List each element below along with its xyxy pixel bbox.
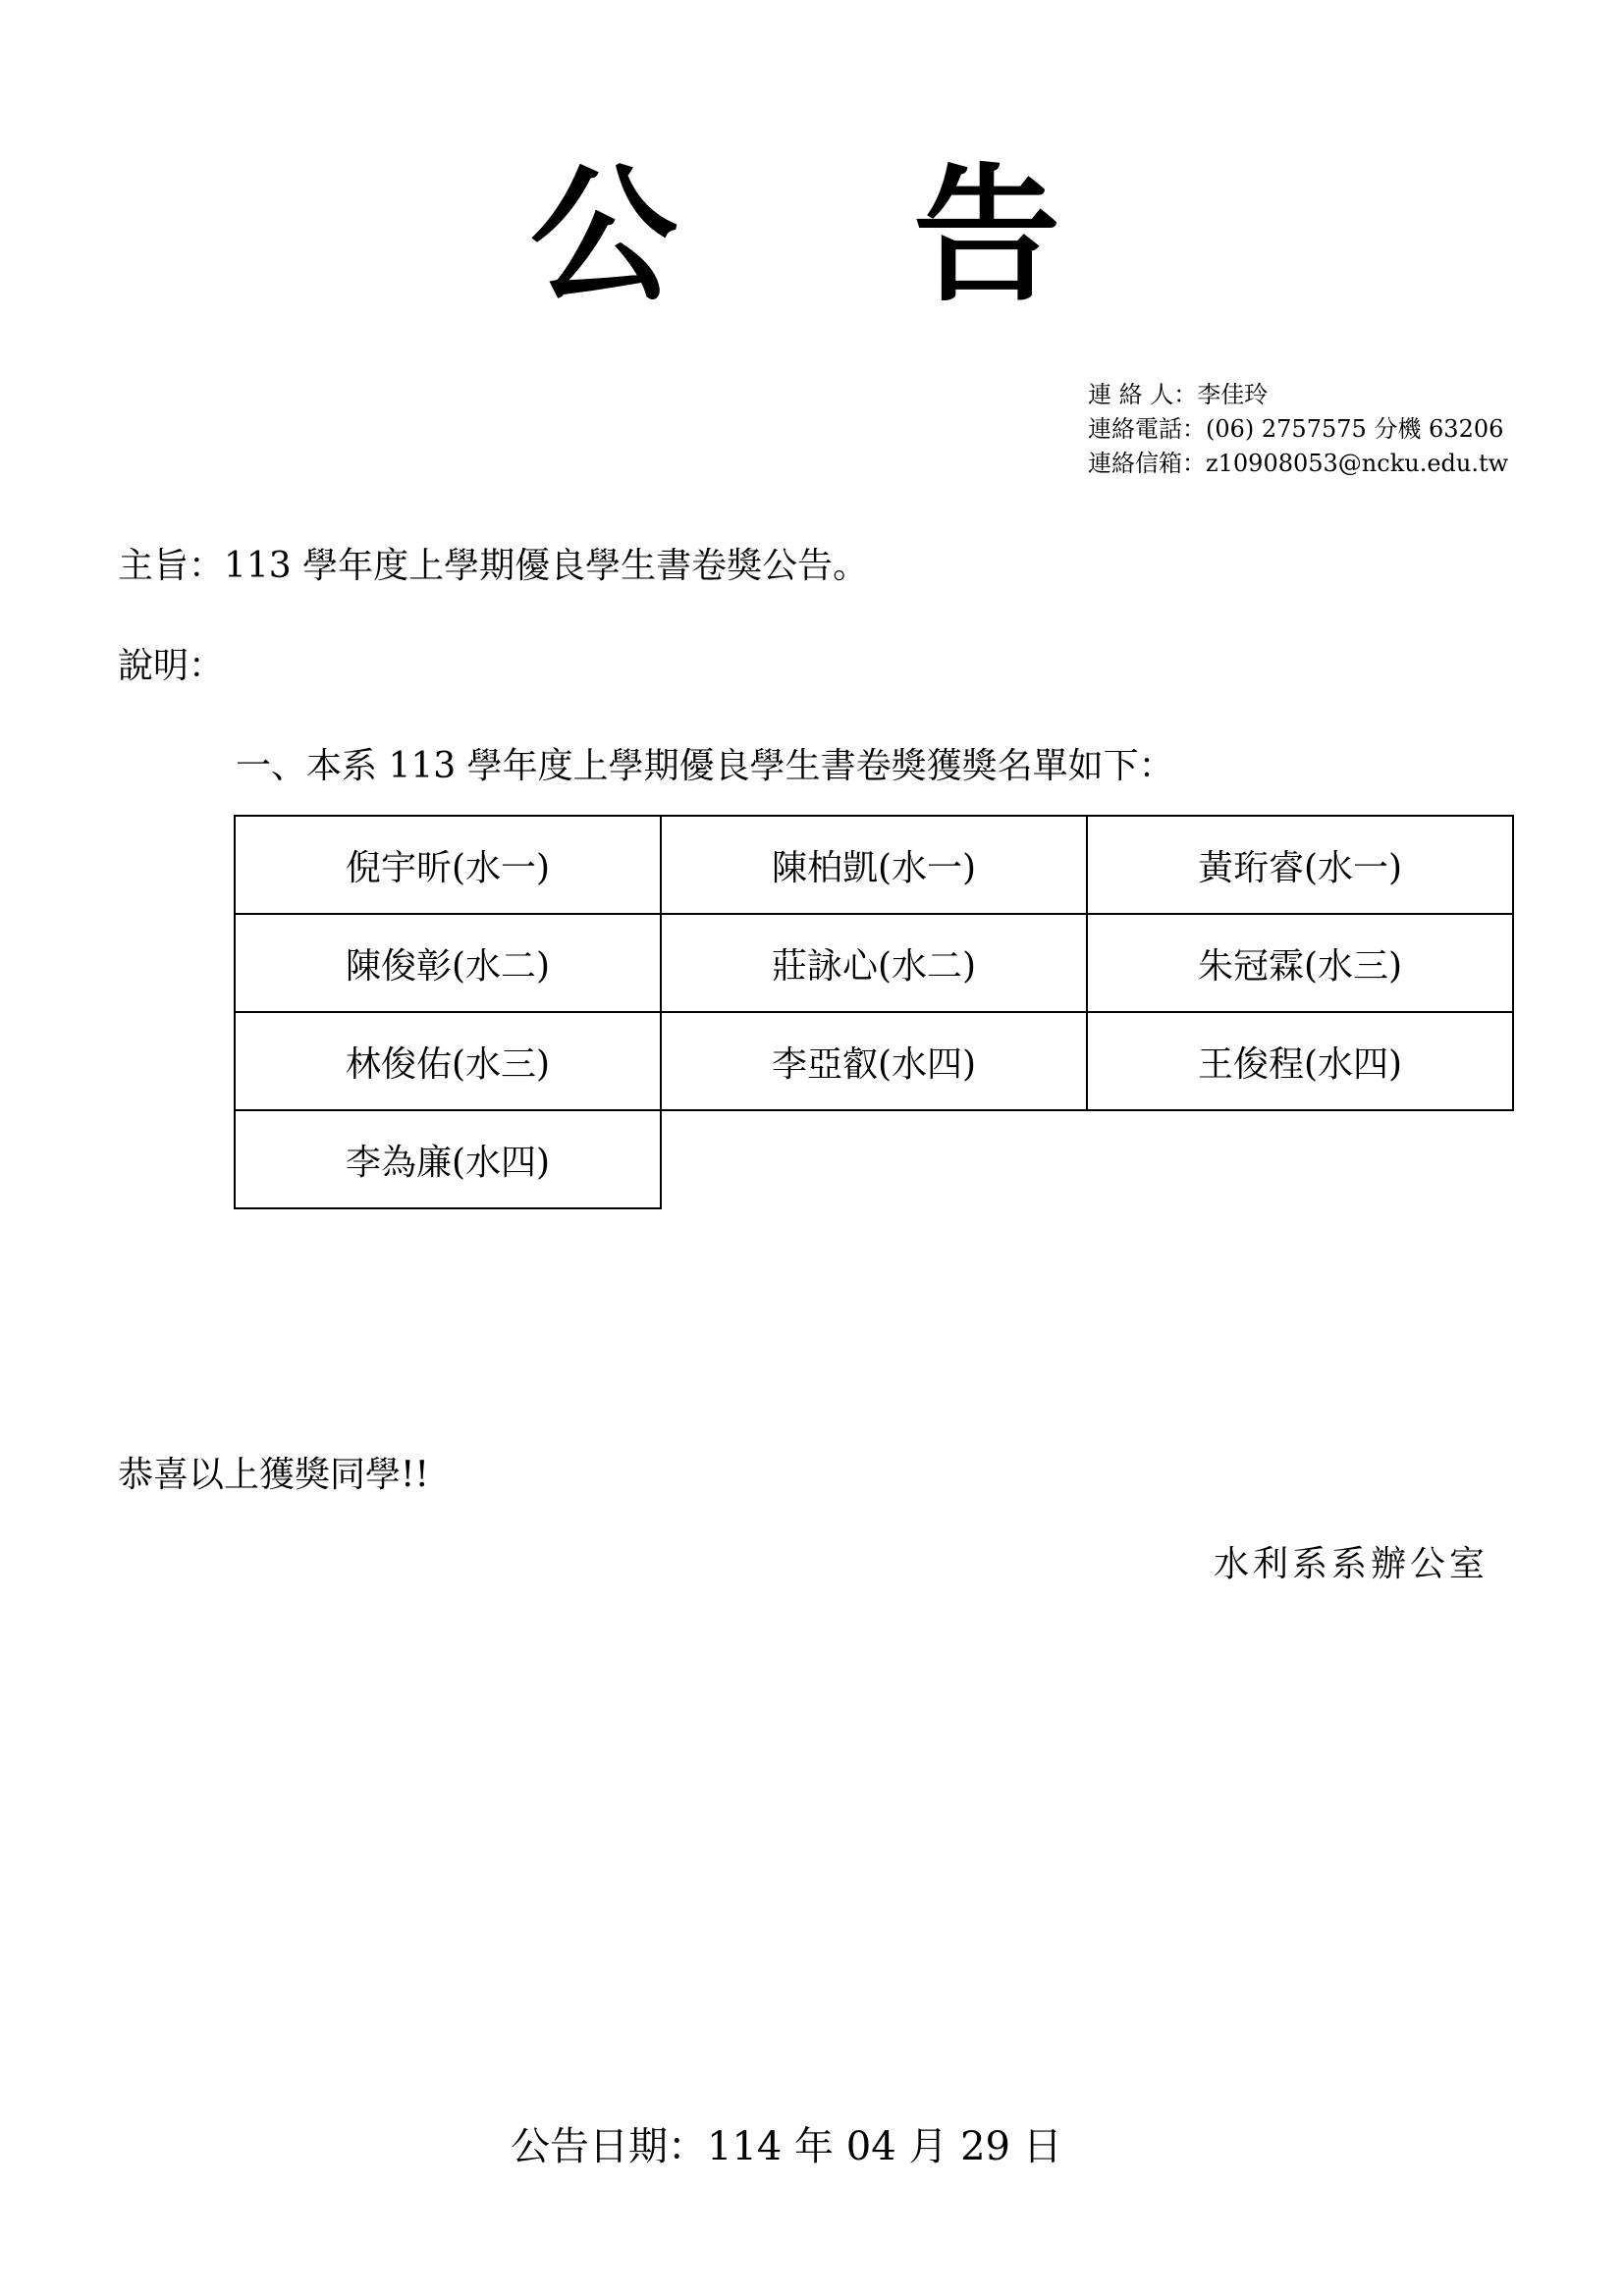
winner-cell: 莊詠心(水二)	[661, 914, 1087, 1012]
explanation-label: 說明：	[118, 646, 225, 686]
winner-cell: 王俊程(水四)	[1087, 1012, 1513, 1110]
table-row	[235, 816, 1513, 914]
congratulations-text: 恭喜以上獲獎同學!!	[118, 1455, 429, 1495]
title-char-1: 公	[530, 149, 678, 322]
table-row	[235, 1012, 1513, 1110]
title-char-2: 告	[913, 149, 1061, 322]
explanation-item-1: 一、本系 113 學年度上學期優良學生書卷獎獲獎名單如下：	[236, 746, 1174, 786]
winner-cell: 陳柏凱(水一)	[661, 816, 1087, 914]
winner-cell: 朱冠霖(水三)	[1087, 914, 1513, 1012]
contact-block	[1088, 378, 1508, 481]
table-row	[235, 1110, 1513, 1208]
contact-person: 連 絡 人：李佳玲	[1088, 381, 1269, 408]
contact-email: 連絡信箱：z10908053@ncku.edu.tw	[1088, 450, 1509, 477]
winner-cell: 李亞叡(水四)	[661, 1012, 1087, 1110]
office-signature: 水利系系辦公室	[1214, 1544, 1489, 1584]
table-row	[235, 914, 1513, 1012]
winners-table	[234, 815, 1514, 1209]
subject-line: 主旨：113 學年度上學期優良學生書卷獎公告。	[118, 546, 869, 586]
winner-cell: 黃珩睿(水一)	[1087, 816, 1513, 914]
winner-cell: 陳俊彰(水二)	[235, 914, 661, 1012]
empty-cell	[1087, 1110, 1513, 1208]
winner-cell: 林俊佑(水三)	[235, 1012, 661, 1110]
empty-cell	[661, 1110, 1087, 1208]
page-title	[530, 137, 1119, 334]
winner-cell: 李為廉(水四)	[235, 1110, 661, 1208]
winner-cell: 倪宇昕(水一)	[235, 816, 661, 914]
announcement-date: 公告日期：114 年 04 月 29 日	[511, 2124, 1062, 2169]
contact-phone: 連絡電話：(06) 2757575 分機 63206	[1088, 415, 1504, 443]
